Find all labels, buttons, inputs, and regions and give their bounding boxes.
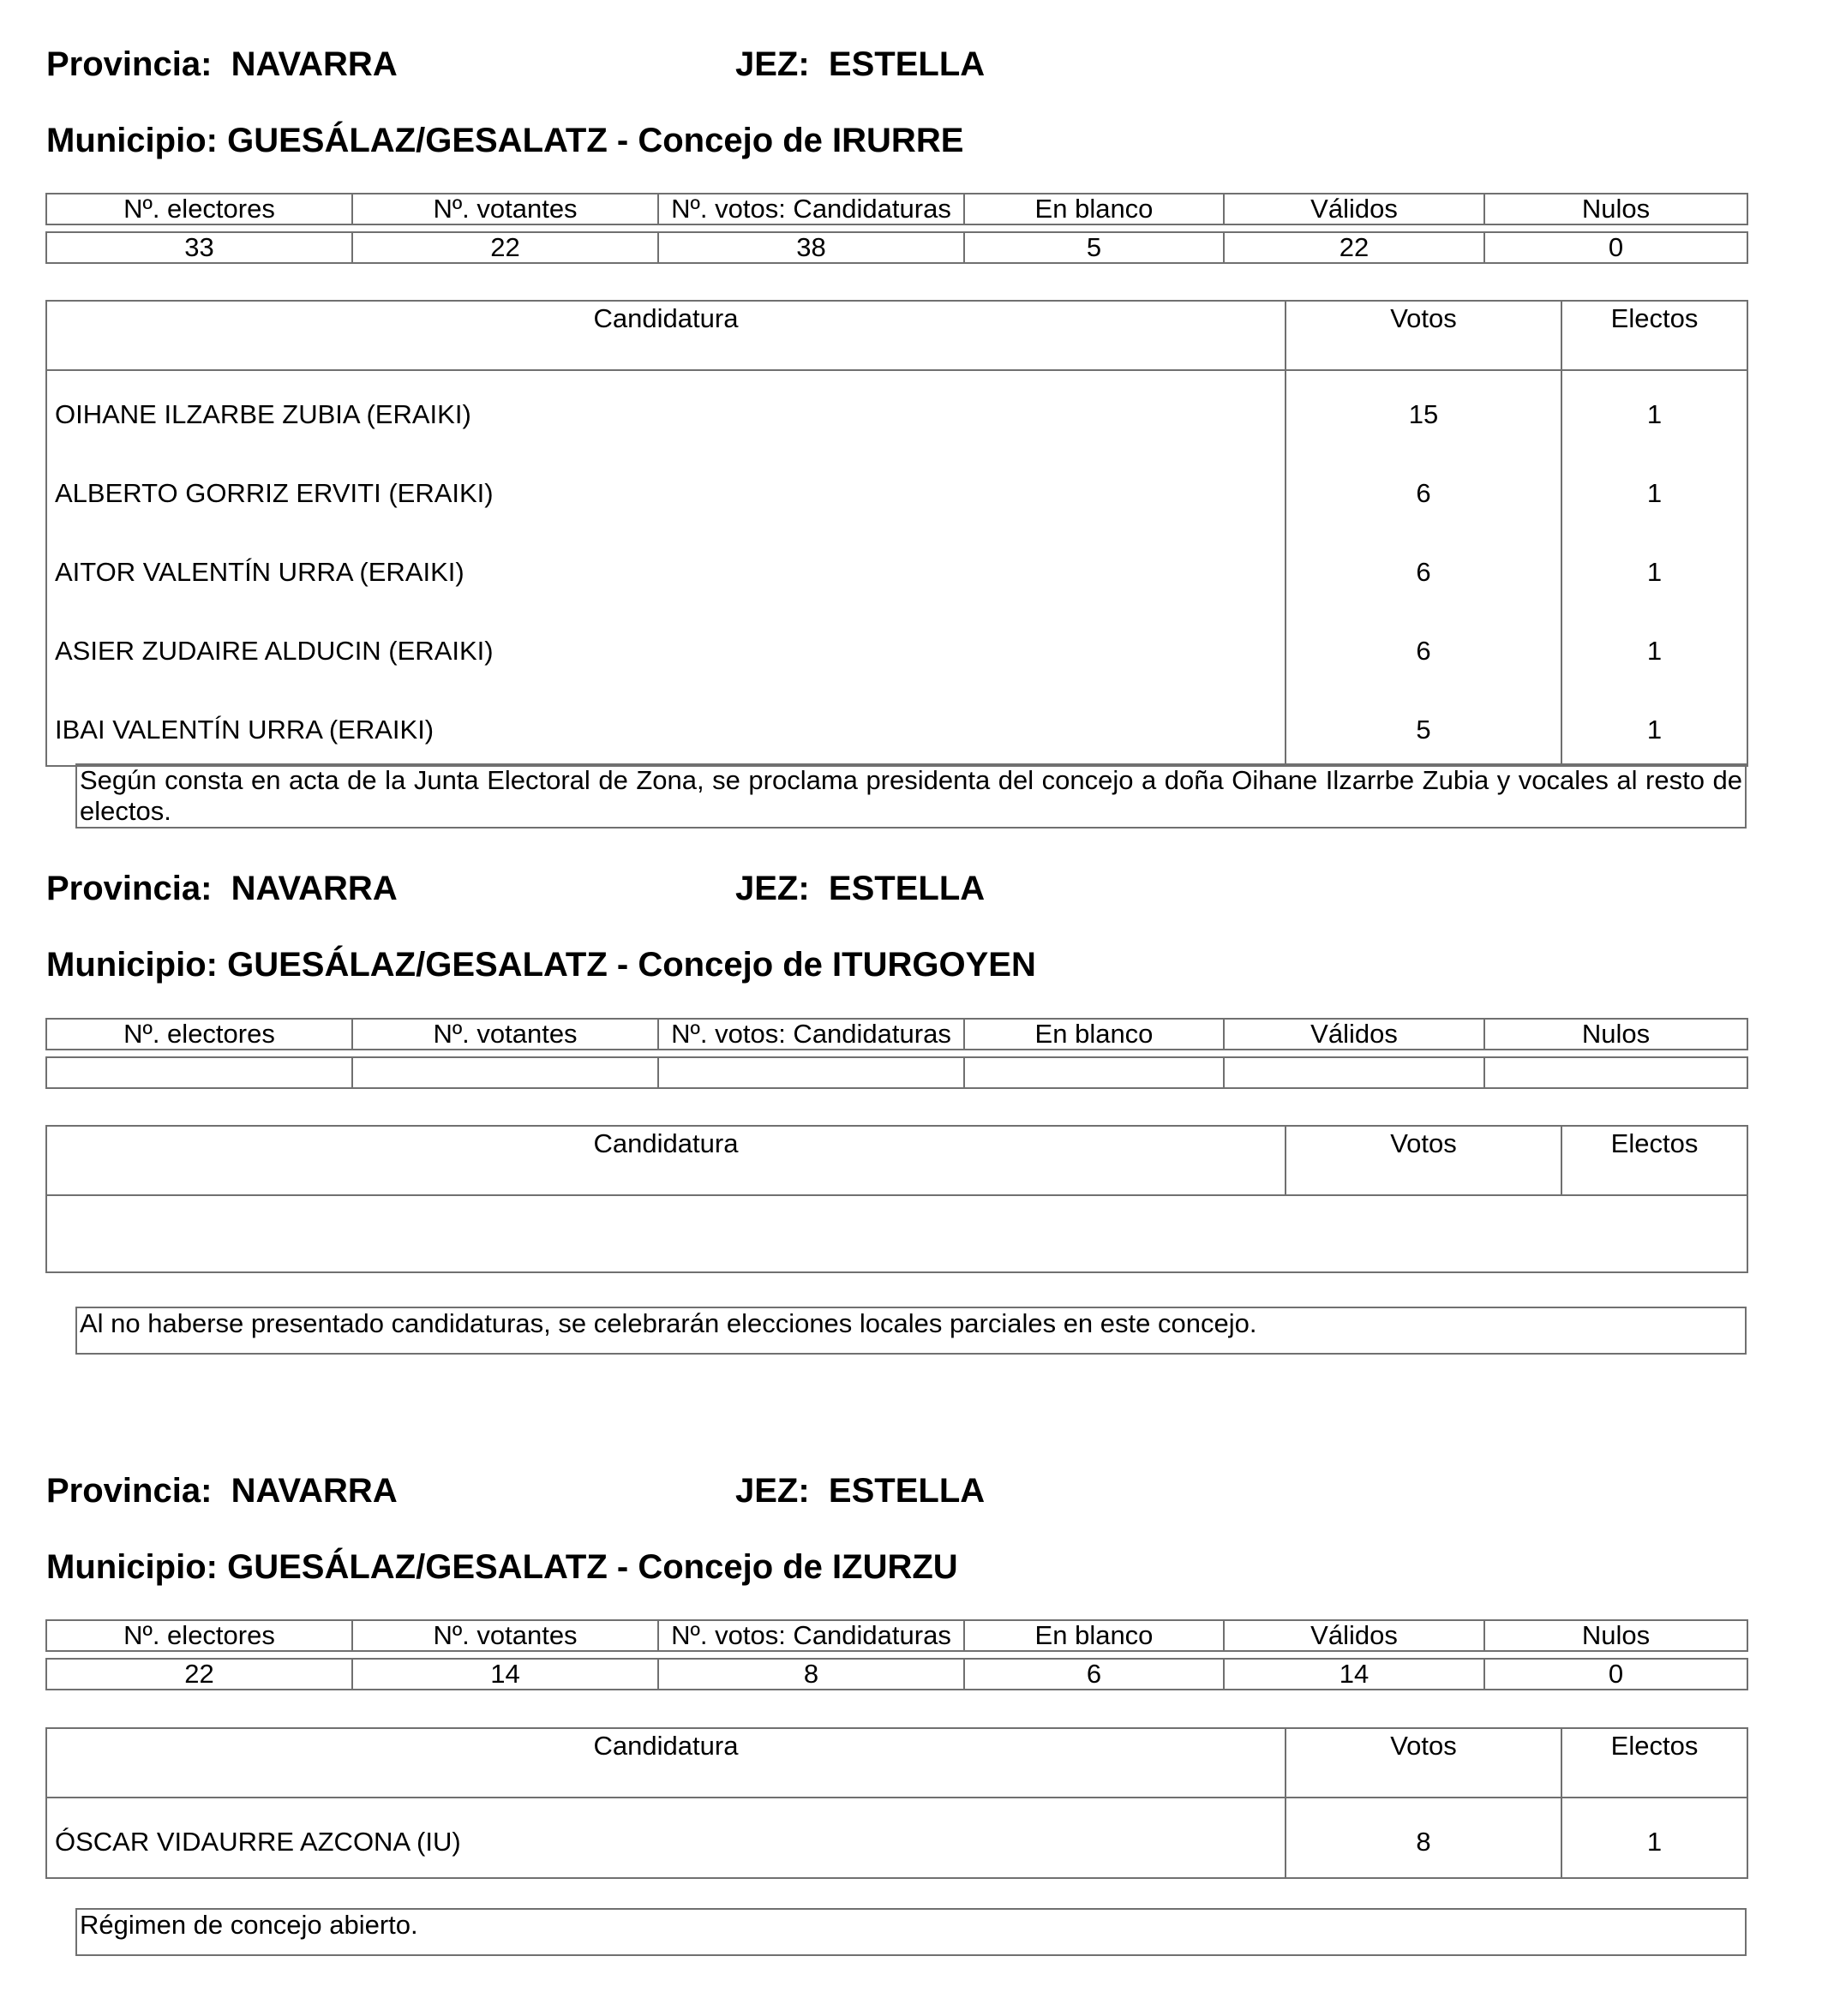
provincia-heading: Provincia: NAVARRA — [46, 870, 398, 907]
stats-header-row — [46, 1019, 1747, 1050]
votantes-value: 14 — [352, 1659, 658, 1690]
candidates-table — [45, 1727, 1748, 1879]
jez-heading: JEZ: ESTELLA — [735, 1472, 986, 1510]
candidate-row — [46, 1798, 1747, 1878]
votos-candidaturas-header: Nº. votos: Candidaturas — [658, 1620, 964, 1651]
stats-header-row — [46, 1620, 1747, 1651]
nulos-header: Nulos — [1484, 1620, 1747, 1651]
votos-header: Votos — [1286, 1728, 1561, 1798]
nulos-header: Nulos — [1484, 194, 1747, 224]
validos-header: Válidos — [1224, 1019, 1484, 1050]
candidate-row — [46, 686, 1747, 766]
note-box: Según consta en acta de la Junta Electoral de Zona, se proclama presidenta del concejo a doña Oihane Ilzarrbe Zubia y vocales al resto de electos. — [75, 763, 1747, 829]
en-blanco-header: En blanco — [964, 1620, 1224, 1651]
candidates-table — [45, 300, 1748, 767]
stats-value-row — [46, 1659, 1747, 1690]
electores-value — [46, 1057, 352, 1088]
stats-value-row — [46, 232, 1747, 263]
electores-value: 33 — [46, 232, 352, 263]
en-blanco-value: 6 — [964, 1659, 1224, 1690]
empty-candidate-row — [46, 1195, 1747, 1272]
electores-header: Nº. electores — [46, 194, 352, 224]
stats-table — [45, 1018, 1748, 1089]
provincia-heading: Provincia: NAVARRA — [46, 45, 398, 83]
candidate-votos: 6 — [1286, 450, 1561, 529]
stats-table — [45, 1619, 1748, 1690]
jez-heading: JEZ: ESTELLA — [735, 870, 986, 907]
electos-header: Electos — [1561, 301, 1747, 370]
candidatura-header: Candidatura — [46, 1126, 1286, 1195]
candidate-electos: 1 — [1561, 686, 1747, 766]
candidatura-header: Candidatura — [46, 1728, 1286, 1798]
note-box: Al no haberse presentado candidaturas, se celebrarán elecciones locales parciales en este concejo. — [75, 1307, 1747, 1355]
candidate-electos: 1 — [1561, 450, 1747, 529]
candidate-electos: 1 — [1561, 607, 1747, 686]
provincia-heading: Provincia: NAVARRA — [46, 1472, 398, 1510]
votantes-value: 22 — [352, 232, 658, 263]
candidate-electos: 1 — [1561, 1798, 1747, 1878]
candidate-votos: 15 — [1286, 370, 1561, 450]
nulos-header: Nulos — [1484, 1019, 1747, 1050]
candidatura-header: Candidatura — [46, 301, 1286, 370]
candidates-header-row — [46, 1728, 1747, 1798]
electores-header: Nº. electores — [46, 1620, 352, 1651]
electores-header: Nº. electores — [46, 1019, 352, 1050]
note-box: Régimen de concejo abierto. — [75, 1908, 1747, 1956]
validos-header: Válidos — [1224, 1620, 1484, 1651]
jez-heading: JEZ: ESTELLA — [735, 45, 986, 83]
votantes-value — [352, 1057, 658, 1088]
votos-candidaturas-value: 38 — [658, 232, 964, 263]
votos-candidaturas-header: Nº. votos: Candidaturas — [658, 1019, 964, 1050]
candidate-votos: 6 — [1286, 607, 1561, 686]
candidate-row — [46, 450, 1747, 529]
candidate-name: IBAI VALENTÍN URRA (ERAIKI) — [46, 686, 1286, 766]
stats-header-row — [46, 194, 1747, 224]
candidate-name: ALBERTO GORRIZ ERVITI (ERAIKI) — [46, 450, 1286, 529]
candidate-name: OIHANE ILZARBE ZUBIA (ERAIKI) — [46, 370, 1286, 450]
municipio-heading: Municipio: GUESÁLAZ/GESALATZ - Concejo de IZURZU — [46, 1548, 958, 1586]
stats-value-row — [46, 1057, 1747, 1088]
candidates-table — [45, 1125, 1748, 1273]
en-blanco-header: En blanco — [964, 1019, 1224, 1050]
en-blanco-value — [964, 1057, 1224, 1088]
votos-header: Votos — [1286, 1126, 1561, 1195]
validos-value: 14 — [1224, 1659, 1484, 1690]
candidates-header-row — [46, 1126, 1747, 1195]
candidate-row — [46, 529, 1747, 607]
votantes-header: Nº. votantes — [352, 194, 658, 224]
votos-header: Votos — [1286, 301, 1561, 370]
validos-value: 22 — [1224, 232, 1484, 263]
electos-header: Electos — [1561, 1728, 1747, 1798]
en-blanco-value: 5 — [964, 232, 1224, 263]
validos-header: Válidos — [1224, 194, 1484, 224]
votantes-header: Nº. votantes — [352, 1620, 658, 1651]
electos-header: Electos — [1561, 1126, 1747, 1195]
nulos-value: 0 — [1484, 232, 1747, 263]
candidate-electos: 1 — [1561, 370, 1747, 450]
candidate-row — [46, 607, 1747, 686]
candidate-row — [46, 370, 1747, 450]
validos-value — [1224, 1057, 1484, 1088]
candidate-votos: 5 — [1286, 686, 1561, 766]
electores-value: 22 — [46, 1659, 352, 1690]
votantes-header: Nº. votantes — [352, 1019, 658, 1050]
votos-candidaturas-value: 8 — [658, 1659, 964, 1690]
nulos-value — [1484, 1057, 1747, 1088]
votos-candidaturas-header: Nº. votos: Candidaturas — [658, 194, 964, 224]
nulos-value: 0 — [1484, 1659, 1747, 1690]
candidate-name: ÓSCAR VIDAURRE AZCONA (IU) — [46, 1798, 1286, 1878]
en-blanco-header: En blanco — [964, 194, 1224, 224]
stats-table — [45, 193, 1748, 264]
municipio-heading: Municipio: GUESÁLAZ/GESALATZ - Concejo de ITURGOYEN — [46, 946, 1036, 984]
candidate-electos: 1 — [1561, 529, 1747, 607]
candidate-name: ASIER ZUDAIRE ALDUCIN (ERAIKI) — [46, 607, 1286, 686]
candidate-votos: 6 — [1286, 529, 1561, 607]
candidate-name: AITOR VALENTÍN URRA (ERAIKI) — [46, 529, 1286, 607]
candidate-votos: 8 — [1286, 1798, 1561, 1878]
candidates-header-row — [46, 301, 1747, 370]
votos-candidaturas-value — [658, 1057, 964, 1088]
municipio-heading: Municipio: GUESÁLAZ/GESALATZ - Concejo de IRURRE — [46, 122, 964, 159]
